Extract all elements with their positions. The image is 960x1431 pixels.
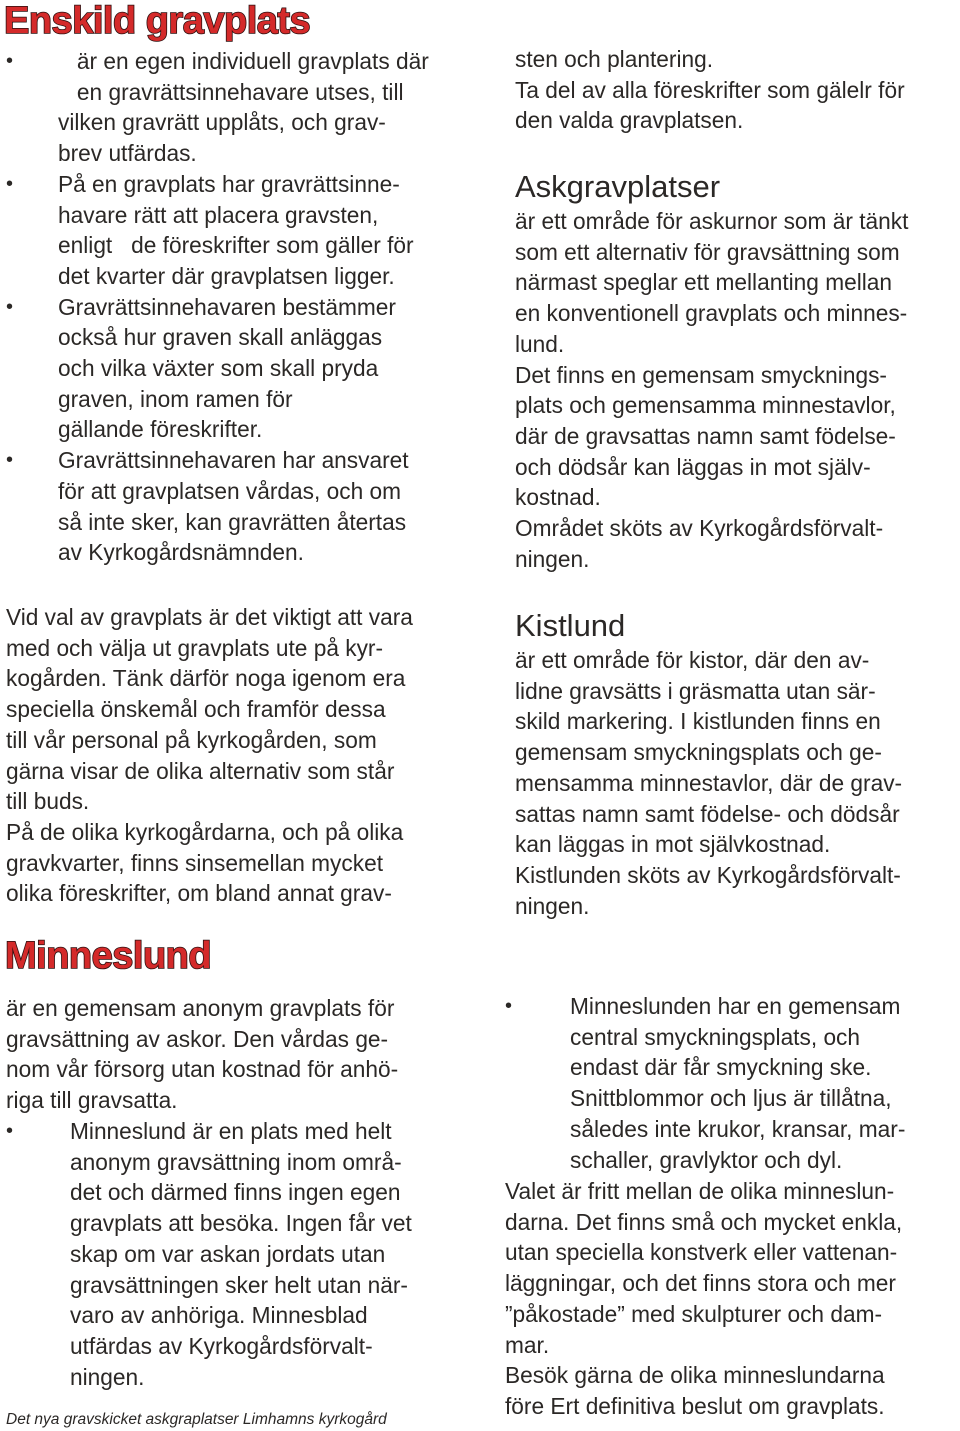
text-line: skild markering. I kistlunden finns en	[515, 708, 881, 735]
text-line: av Kyrkogårdsnämnden.	[58, 539, 304, 566]
text-line: den valda gravplatsen.	[515, 107, 744, 134]
text-line: Kistlunden sköts av Kyrkogårdsförvalt-	[515, 861, 901, 888]
text-line: närmast speglar ett mellanting mellan	[515, 269, 893, 296]
paragraph-kistlund	[515, 645, 960, 921]
text-line: Gravrättsinnehavaren har ansvaret	[58, 447, 409, 474]
text-line: Gravrättsinnehavaren bestämmer	[58, 293, 396, 320]
text-line: speciella önskemål och framför dessa	[6, 696, 386, 723]
text-line: varo av anhöriga. Minnesblad	[70, 1302, 368, 1329]
bullet-list-enskild	[6, 46, 484, 568]
text-line: Snittblommor och ljus är tillåtna,	[570, 1085, 892, 1112]
heading-minneslund: Minneslund	[5, 935, 212, 977]
text-line: är en egen individuell gravplats där	[58, 48, 429, 74]
text-line: mensamma minnestavlor, där de grav-	[515, 769, 903, 796]
text-line: ningen.	[515, 892, 590, 919]
text-line: brev utfärdas.	[58, 140, 197, 167]
text-line: med och välja ut gravplats ute på kyr-	[6, 634, 384, 661]
text-line: ”påkostade” med skulpturer och dam-	[505, 1300, 883, 1327]
text-line: är ett område för askurnor som är tänkt	[515, 208, 909, 234]
bullet-minneslunden	[505, 991, 960, 1175]
bullet-icon: •	[6, 50, 14, 72]
text-line: Vid val av gravplats är det viktigt att vara	[6, 604, 413, 630]
heading-enskild-gravplats: Enskild gravplats	[4, 0, 311, 42]
text-line: gravplats att besöka. Ingen får vet	[70, 1210, 412, 1237]
text-line: endast där får smyckning ske.	[570, 1054, 872, 1081]
text-line: är en gemensam anonym gravplats för	[6, 995, 395, 1021]
text-line: ningen.	[70, 1363, 145, 1390]
text-line: det och därmed finns ingen egen	[70, 1179, 401, 1206]
text-line: skap om var askan jordats utan	[70, 1240, 386, 1267]
text-line: där de gravsattas namn samt födelse-	[515, 422, 896, 449]
text-line: enligt de föreskrifter som gäller för	[58, 232, 414, 259]
text-line: På en gravplats har gravrättsinne-	[58, 170, 400, 197]
text-line: och vilka växter som skall pryda	[58, 355, 379, 382]
bullet-item	[6, 46, 484, 169]
text-line: så inte sker, kan gravrätten återtas	[58, 508, 407, 535]
text-line: gravkvarter, finns sinsemellan mycket	[6, 849, 384, 876]
text-line: ningen.	[515, 545, 590, 572]
text-line: sattas namn samt födelse- och dödsår	[515, 800, 900, 827]
text-line: olika föreskrifter, om bland annat grav-	[6, 880, 392, 907]
text-line: före Ert definitiva beslut om gravplats.	[505, 1392, 885, 1419]
text-line: nom vår försorg utan kostnad för anhö-	[6, 1056, 399, 1083]
text-line: På de olika kyrkogårdarna, och på olika	[6, 818, 404, 845]
text-line: Minneslunden har en gemensam	[570, 993, 901, 1019]
text-line: kostnad.	[515, 484, 601, 511]
text-line: central smyckningsplats, och	[570, 1023, 861, 1050]
text-line: darna. Det finns små och mycket enkla,	[505, 1208, 903, 1235]
text-line: är ett område för kistor, där den av-	[515, 647, 870, 673]
text-line: till vår personal på kyrkogården, som	[6, 726, 377, 753]
bullet-minneslund	[6, 1116, 484, 1392]
bullet-icon: •	[505, 995, 513, 1017]
text-line: och dödsår kan läggas in mot själv-	[515, 453, 871, 480]
text-line: utan speciella konstverk eller vattenan-	[505, 1239, 898, 1266]
bullet-item	[6, 292, 484, 446]
text-line: också hur graven skall anläggas	[58, 324, 383, 351]
text-line: vilken gravrätt upplåts, och grav-	[58, 109, 386, 136]
bullet-item	[6, 169, 484, 292]
text-line: mar.	[505, 1331, 550, 1358]
text-line: lund.	[515, 330, 565, 357]
text-line: Området sköts av Kyrkogårdsförvalt-	[515, 515, 884, 542]
text-line: sten och plantering.	[515, 46, 714, 72]
text-line: riga till gravsatta.	[6, 1087, 178, 1114]
text-line: Det finns en gemensam smycknings-	[515, 361, 887, 388]
text-line: det kvarter där gravplatsen ligger.	[58, 262, 395, 289]
bullet-item	[6, 445, 484, 568]
text-line: Besök gärna de olika minneslundarna	[505, 1362, 885, 1389]
bullet-icon: •	[6, 295, 14, 318]
text-line: till buds.	[6, 788, 90, 815]
text-line: läggningar, och det finns stora och mer	[505, 1270, 896, 1297]
bullet-icon: •	[6, 1120, 14, 1142]
text-line: för att gravplatsen vårdas, och om	[58, 477, 402, 504]
text-line: Valet är fritt mellan de olika minneslun-	[505, 1178, 895, 1204]
text-line: havare rätt att placera gravsten,	[58, 201, 379, 228]
text-line: anonym gravsättning inom områ-	[70, 1148, 402, 1175]
heading-askgravplatser: Askgravplatser	[515, 169, 721, 204]
image-caption: Det nya gravskicket askgraplatser Limhamns kyrkogård	[6, 1411, 387, 1428]
text-line: Ta del av alla föreskrifter som gälelr för	[515, 76, 905, 103]
paragraph-askgravplatser	[515, 206, 960, 574]
heading-kistlund: Kistlund	[515, 608, 626, 643]
paragraph-minneslund	[6, 993, 484, 1116]
text-line: graven, inom ramen för	[58, 385, 293, 412]
text-line: Minneslund är en plats med helt	[70, 1118, 392, 1144]
paragraph-val-av-gravplats	[6, 602, 484, 909]
bullet-icon: •	[6, 172, 14, 195]
text-line: gravsättningen sker helt utan när-	[70, 1271, 408, 1298]
paragraph-continued	[515, 44, 960, 136]
text-line: lidne gravsätts i gräsmatta utan sär-	[515, 677, 876, 704]
text-line: utfärdas av Kyrkogårdsförvalt-	[70, 1332, 373, 1359]
text-line: schaller, gravlyktor och dyl.	[570, 1146, 843, 1173]
paragraph-valet	[505, 1176, 960, 1422]
text-line: gemensam smyckningsplats och ge-	[515, 739, 882, 766]
text-line: gravsättning av askor. Den vårdas ge-	[6, 1025, 389, 1052]
text-line: gärna visar de olika alternativ som står	[6, 757, 395, 784]
text-line: kogården. Tänk därför noga igenom era	[6, 665, 406, 692]
bullet-icon: •	[6, 449, 14, 472]
text-line: plats och gemensamma minnestavlor,	[515, 392, 896, 419]
text-line: kan läggas in mot självkostnad.	[515, 831, 831, 858]
text-line: som ett alternativ för gravsättning som	[515, 238, 900, 265]
text-line: en konventionell gravplats och minnes-	[515, 300, 908, 327]
text-line: en gravrättsinnehavare utses, till	[58, 78, 404, 105]
text-line: gällande föreskrifter.	[58, 416, 263, 443]
text-line: således inte krukor, kransar, mar-	[570, 1115, 906, 1142]
